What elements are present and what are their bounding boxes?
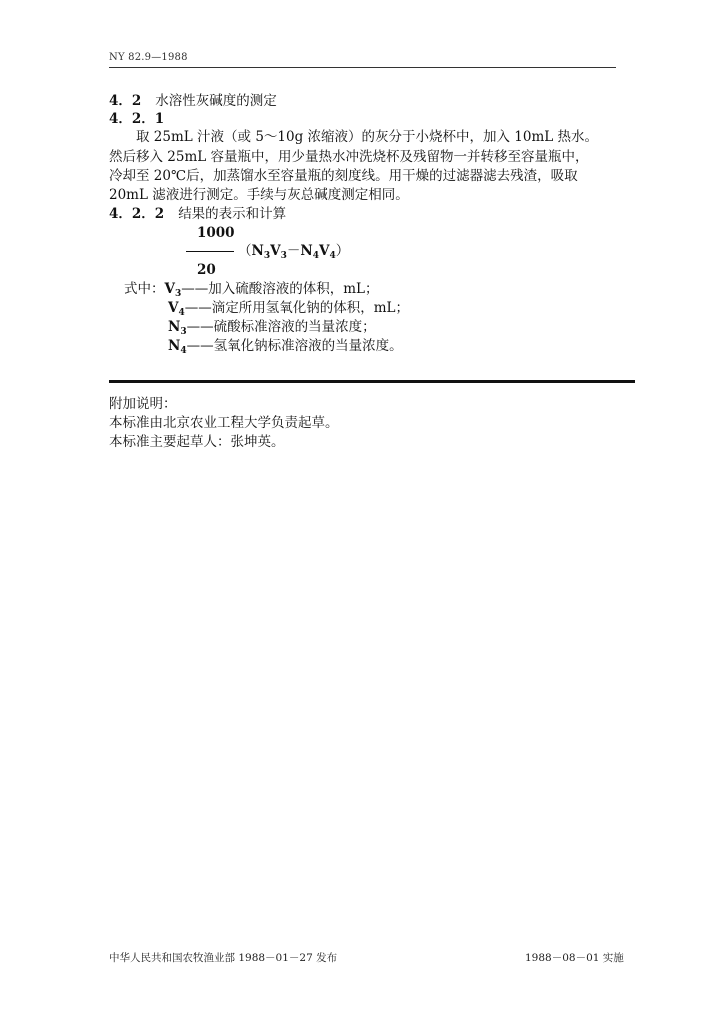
footer-effective-date: 1988－08－01 实施 [525,952,624,964]
where-item-n3: $N_3——$硫酸标准溶液的当量浓度； [168,319,376,337]
section-title: 水溶性灰碱度的测定 [155,93,277,109]
section-number: 4．2 [109,93,142,109]
paragraph-line-2: 然后移入 25mL 容量瓶中，用少量热水冲洗烧杯及残留物一并转移至容量瓶中， [109,149,589,165]
section-title: 结果的表示和计算 [178,206,287,222]
where-item-v4: $V_4——$滴定所用氢氧化钠的体积，mL； [168,300,410,318]
section-divider [109,380,635,383]
fraction-bar [186,251,234,252]
notes-heading: 附加说明： [109,396,177,412]
formula-numerator: 1000 [197,225,235,241]
section-4-2-2-heading [109,205,286,223]
notes-line-2: 本标准主要起草人：张坤英。 [109,434,285,450]
header-rule [109,67,616,68]
where-item-n4: $N_4——$氢氧化钠标准溶液的当量浓度。 [168,338,403,356]
formula-denominator: 20 [197,262,216,278]
footer-issuer: 中华人民共和国农牧渔业部 1988－01－27 发布 [109,952,338,964]
paragraph-line-3: 冷却至 20℃后，加蒸馏水至容量瓶的刻度线。用干燥的过滤器滤去残渣，吸取 [109,168,578,184]
section-number: 4．2．2 [109,206,165,222]
formula-body: $(N_3V_3-N_4V_4)$ [186,242,349,265]
notes-line-1: 本标准由北京农业工程大学负责起草。 [109,415,339,431]
section-4-2-heading [109,92,277,110]
paragraph-line-4: 20mL 滤液进行测定。手续与灰总碱度测定相同。 [109,187,409,203]
section-4-2-1-number: 4．2．1 [109,111,165,127]
standard-code: NY 82.9—1988 [109,52,188,63]
where-item-v3: 式中：$V_3——$加入硫酸溶液的体积，mL； [124,281,379,299]
paragraph-line-1: 取 25mL 汁液（或 5～10g 浓缩液）的灰分于小烧杯中，加入 10mL 热水。 [136,129,599,145]
